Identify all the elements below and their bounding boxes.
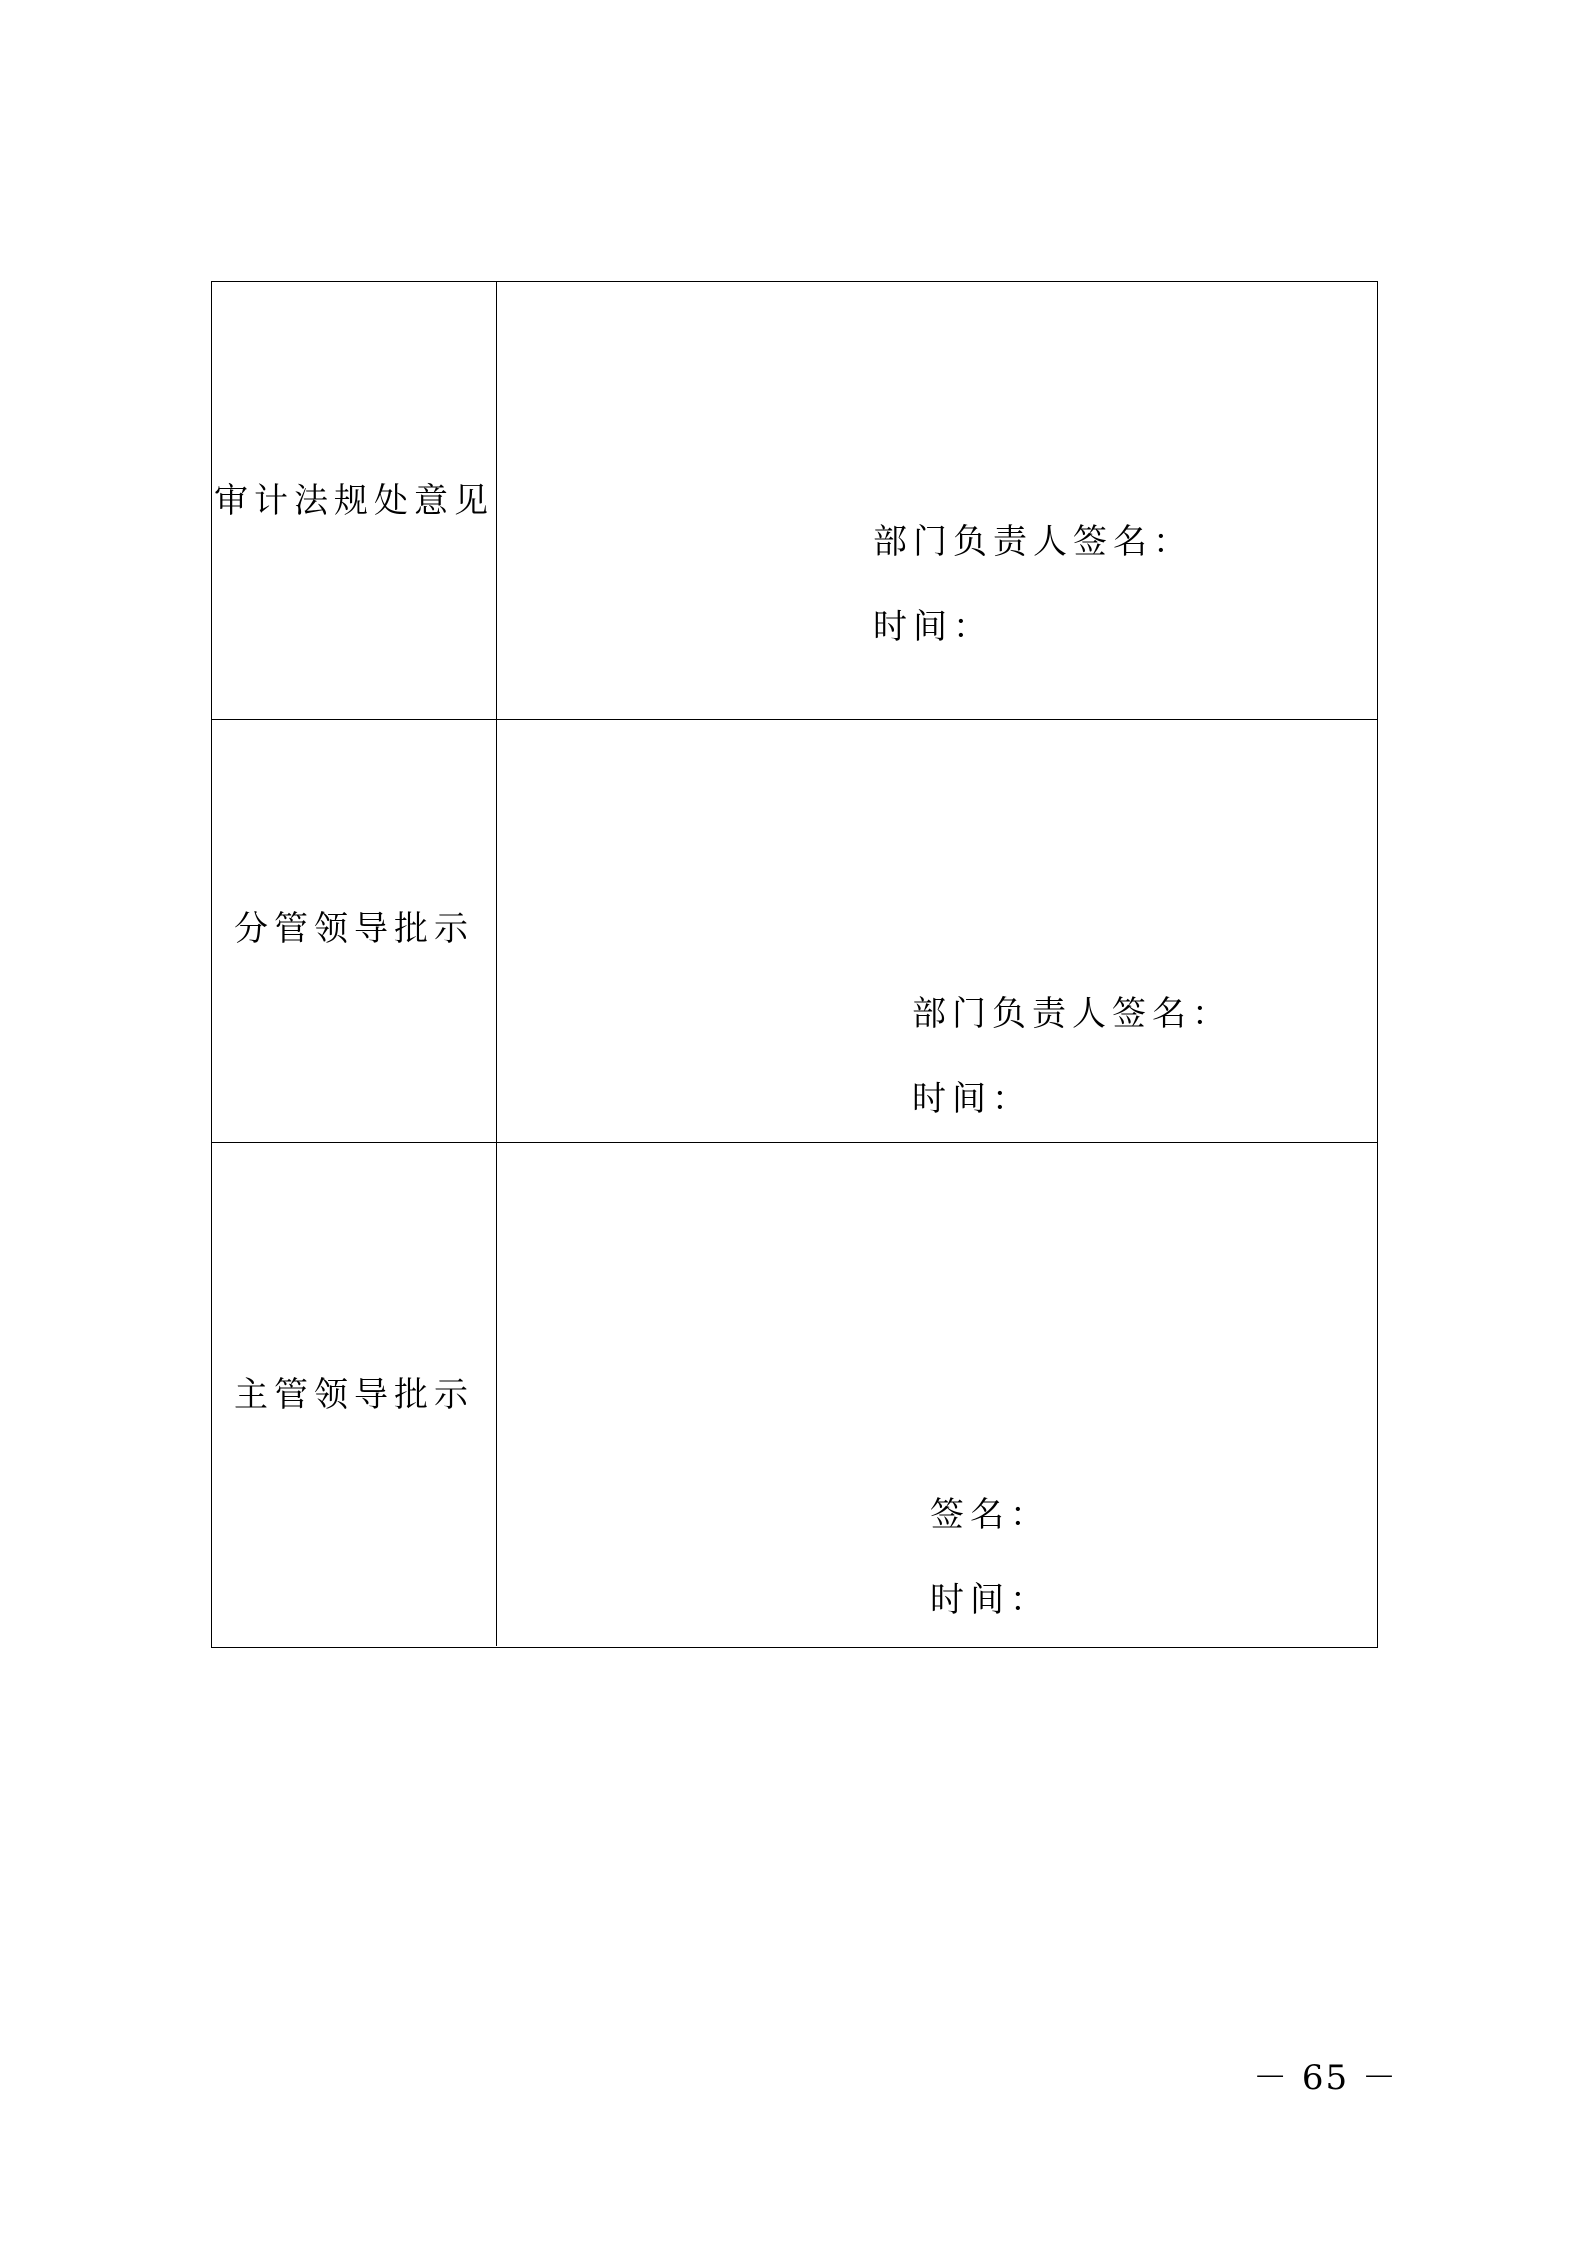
table-row-chief-instruction bbox=[212, 1143, 1377, 1646]
row-label-cell bbox=[212, 720, 497, 1142]
signature-label: 签名： bbox=[930, 1495, 1050, 1535]
time-label: 时间： bbox=[873, 607, 993, 647]
row-label-chief-instruction: 主管领导批示 bbox=[234, 1375, 474, 1415]
instruction-content-cell[interactable] bbox=[497, 1143, 1377, 1646]
row-label-cell bbox=[212, 1143, 497, 1646]
page-number: － 65 － bbox=[1253, 2058, 1398, 2098]
time-label: 时间： bbox=[930, 1580, 1050, 1620]
table-row-deputy-instruction bbox=[212, 720, 1377, 1143]
signature-label: 部门负责人签名： bbox=[873, 522, 1193, 562]
signature-label: 部门负责人签名： bbox=[912, 994, 1232, 1034]
instruction-content-cell[interactable] bbox=[497, 720, 1377, 1142]
row-label-cell bbox=[212, 282, 497, 719]
approval-form-table bbox=[211, 281, 1378, 1648]
row-label-deputy-instruction: 分管领导批示 bbox=[234, 909, 474, 949]
table-row-audit-opinion bbox=[212, 282, 1377, 720]
row-label-audit-opinion: 审计法规处意见 bbox=[214, 481, 494, 521]
opinion-content-cell[interactable] bbox=[497, 282, 1377, 719]
time-label: 时间： bbox=[912, 1079, 1032, 1119]
